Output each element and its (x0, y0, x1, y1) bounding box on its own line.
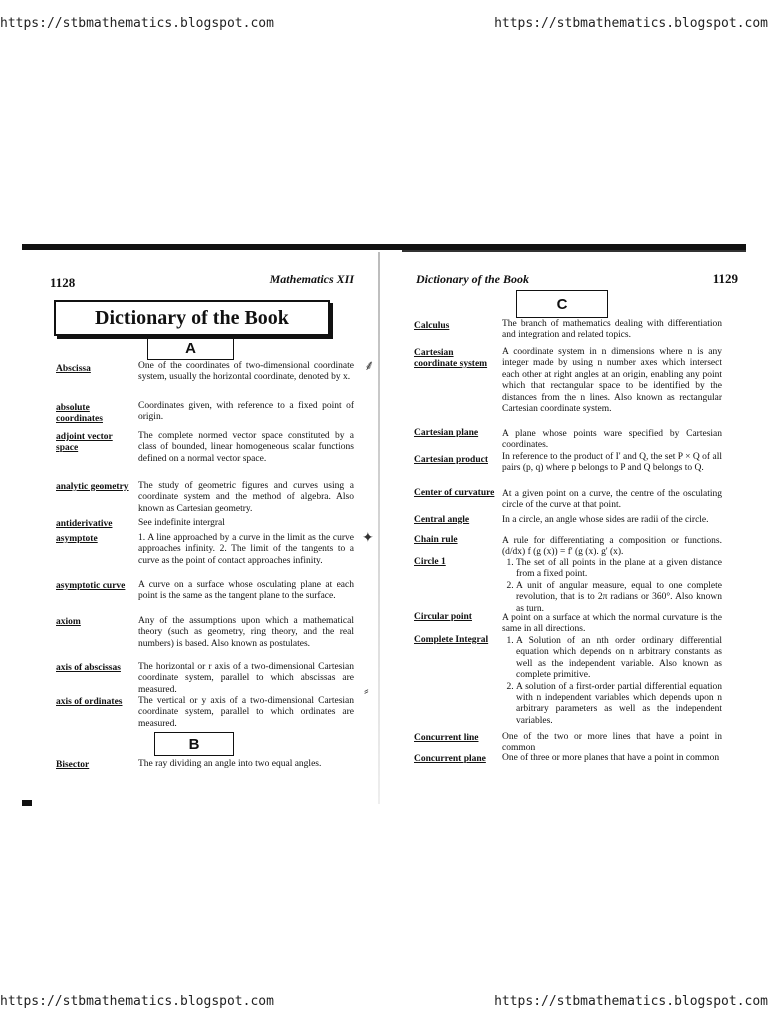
page-number: 1128 (50, 275, 76, 290)
page-title: Dictionary of the Book (54, 300, 330, 336)
entry-term: Bisector (56, 760, 90, 770)
entry-term: adjoint vector space (56, 432, 113, 453)
entry-definition: Coordinates given, with reference to a fixed point of origin. (138, 401, 354, 423)
scan-smudge-icon: ⸙ (364, 359, 375, 374)
entry-definition: One of three or more planes that have a point in common (502, 753, 720, 763)
definition-item: 1. A Solution of an nth order ordinary differential equation which depends on n arbitrary constants as well as the independent variable. Also known as complete primitive. (516, 636, 722, 682)
entry-definition (502, 636, 722, 727)
book-spread (22, 244, 746, 806)
scan-smudge-icon: ⸗ (364, 684, 369, 699)
entry-definition: In a circle, an angle whose sides are radii of the circle. (502, 515, 709, 525)
entry-definition: A plane whose points ware specified by Cartesian coordinates. (502, 429, 722, 451)
running-header: Mathematics XII (269, 272, 354, 286)
entry-definition: The study of geometric figures and curves using a coordinate system and the method of algebra. Also known as Cartesian geometry. (138, 481, 354, 514)
watermark-url-bottom-right: https://stbmathematics.blogspot.com (494, 994, 768, 1009)
entry-term: Circular point (414, 612, 472, 622)
entry-term: Complete Integral (414, 635, 489, 645)
scan-smudge-icon: ✦ (362, 531, 374, 546)
entry-definition: A coordinate system in n dimensions where n is any integer made by using n number axes which intersect each other at right angles at an origin, enabling any point which that rectangular space to be identified by the distances from the n lines. Also known as rectangular Cartesian coordinate system. (502, 347, 722, 414)
entry-term: Cartesian plane (414, 428, 479, 438)
entry-term: Concurrent plane (414, 754, 486, 764)
entry-definition: The vertical or y axis of a two-dimensional Cartesian coordinate system, parallel to which ordinates are measured. (138, 696, 354, 729)
section-letter-a: A (147, 336, 234, 360)
definition-item: 2. A unit of angular measure, equal to one complete revolution, that is to 2π radians or 360°. Also known as turn. (516, 581, 722, 615)
entry-definition: 1. A line approached by a curve in the limit as the curve approaches infinity. 2. The limit of the tangents to a curve as the point of contact approaches infinity. (138, 533, 354, 566)
entry-definition: One of the two or more lines that have a point in common (502, 732, 722, 754)
entry-term: Cartesian product (414, 455, 488, 465)
running-header: Dictionary of the Book (416, 272, 529, 286)
entry-term: Cartesian coordinate system (414, 348, 488, 369)
watermark-url-top-right: https://stbmathematics.blogspot.com (494, 16, 768, 31)
entry-term: asymptote (56, 534, 98, 544)
section-letter-c: C (516, 290, 608, 318)
entry-term: absolute coordinates (56, 403, 103, 424)
entry-term: axiom (56, 617, 81, 627)
definition-item: 1. The set of all points in the plane at a given distance from a fixed point. (516, 558, 722, 581)
entry-definition: A curve on a surface whose osculating plane at each point is the same as the tangent plane to the surface. (138, 580, 354, 602)
watermark-url-bottom-left: https://stbmathematics.blogspot.com (0, 994, 274, 1009)
entry-definition: One of the coordinates of two-dimensional coordinate system, usually the horizontal coordinate, denoted by x. (138, 361, 354, 383)
entry-definition: Any of the assumptions upon which a mathematical theory (such as geometry, ring theory, and the real numbers) is based. Also known as postulates. (138, 616, 354, 649)
entry-definition: The complete normed vector space constituted by a class of bounded, linear homogeneous scalar functions defined on a normal vector space. (138, 431, 354, 464)
watermark-url-top-left: https://stbmathematics.blogspot.com (0, 16, 274, 31)
entry-term: Circle 1 (414, 557, 446, 567)
entry-term: asymptotic curve (56, 581, 126, 591)
entry-definition (502, 558, 722, 615)
book-gutter (378, 252, 380, 804)
entry-definition: A point on a surface at which the normal curvature is the same in all directions. (502, 613, 722, 635)
entry-term: antiderivative (56, 519, 113, 529)
entry-term: axis of ordinates (56, 697, 123, 707)
entry-definition: A rule for differentiating a composition or functions. (d/dx) f (g (x)) = f' (g (x). g' (x). (502, 536, 722, 558)
entry-definition: See indefinite intergral (138, 518, 225, 528)
entry-definition: The ray dividing an angle into two equal angles. (138, 759, 322, 769)
entry-term: Central angle (414, 515, 470, 525)
entry-definition: The horizontal or r axis of a two-dimensional Cartesian coordinate system, parallel to which abscissas are measured. (138, 662, 354, 695)
entry-term: axis of abscissas (56, 663, 121, 673)
entry-term: Chain rule (414, 535, 458, 545)
entry-definition: In reference to the product of I' and Q, the set P × Q of all pairs (p, q) where p belongs to P and Q belongs to Q. (502, 452, 722, 474)
entry-definition: The branch of mathematics dealing with differentiation and integration and related topics. (502, 319, 722, 341)
entry-term: Calculus (414, 321, 450, 331)
page-bottom-mark (22, 800, 32, 806)
entry-term: analytic geometry (56, 482, 129, 492)
definition-item: 2. A solution of a first-order partial differential equation with n independent variables which depends upon n arbitrary parameters as well as the independent variables. (516, 682, 722, 728)
page-top-edge-right (402, 250, 746, 252)
entry-term: Abscissa (56, 364, 91, 374)
entry-definition: At a given point on a curve, the centre of the osculating circle of the curve at that point. (502, 489, 722, 511)
page-number: 1129 (712, 271, 738, 286)
section-letter-b: B (154, 732, 234, 756)
entry-term: Center of curvature (414, 488, 495, 498)
entry-term: Concurrent line (414, 733, 479, 743)
